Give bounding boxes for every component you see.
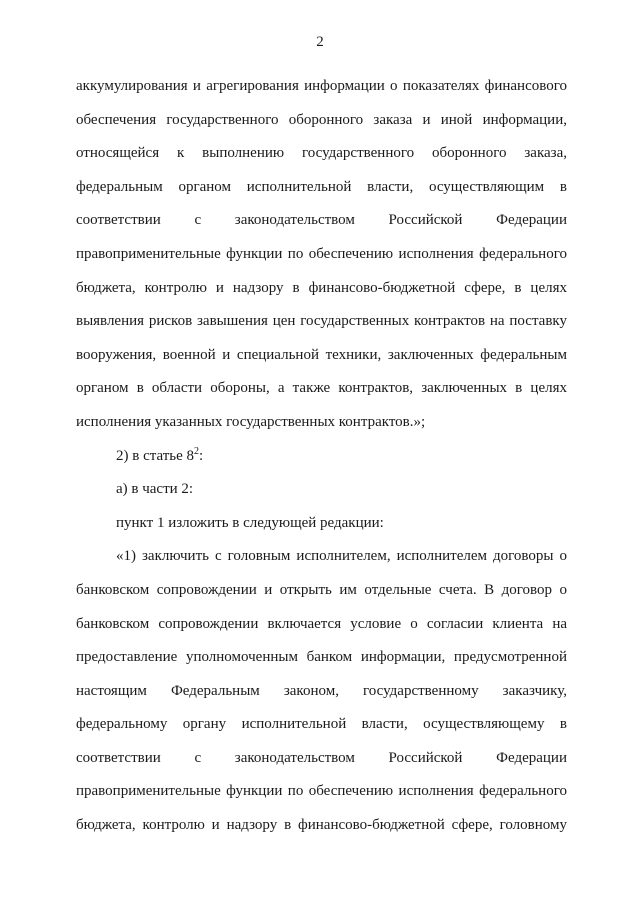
- document-body: [76, 70, 567, 843]
- text-line: правоприменительные функции по обеспечению исполнения федерального: [76, 783, 567, 800]
- text-line: предоставление уполномоченным банком информации, предусмотренной: [76, 649, 567, 666]
- article-suffix: :: [199, 447, 204, 464]
- text-line: банковском сопровождении и открыть им отдельные счета. В договор о: [76, 581, 567, 598]
- text-line: федеральному органу исполнительной власти, осуществляющему в: [76, 716, 567, 733]
- text-line: соответствии с законодательством Российской Федерации: [76, 212, 567, 229]
- text-line: [76, 440, 567, 474]
- text-line: исполнения указанных государственных контрактов.»;: [76, 413, 426, 430]
- text-line: соответствии с законодательством Российской Федерации: [76, 749, 567, 766]
- text-line: бюджета, контролю и надзору в финансово-бюджетной сфере, в целях: [76, 279, 567, 296]
- text-line: вооружения, военной и специальной техники, заключенных федеральным: [76, 346, 567, 363]
- text-line: относящейся к выполнению государственного оборонного заказа,: [76, 145, 567, 162]
- text-line: правоприменительные функции по обеспечению исполнения федерального: [76, 245, 567, 262]
- article-superscript: 2: [194, 445, 200, 457]
- text-line: настоящим Федеральным законом, государственному заказчику,: [76, 682, 567, 699]
- text-line: федеральным органом исполнительной власти, осуществляющим в: [76, 178, 567, 195]
- article-prefix: 2) в статье 8: [116, 447, 195, 464]
- paragraph-part-reference: [76, 473, 567, 507]
- paragraph-new-clause: [76, 540, 567, 842]
- paragraph-continuation: [76, 70, 567, 440]
- page-number: 2: [316, 34, 324, 50]
- paragraph-clause-instruction: [76, 507, 567, 541]
- text-line: органом в области обороны, а также контрактов, заключенных в целях: [76, 380, 567, 397]
- text-line: бюджета, контролю и надзору в финансово-бюджетной сфере, головному: [76, 817, 567, 834]
- text-line: «1) заключить с головным исполнителем, исполнителем договоры о: [116, 548, 567, 565]
- text-line: банковском сопровождении включается условие о согласии клиента на: [76, 615, 567, 632]
- text-line: аккумулирования и агрегирования информации о показателях финансового: [76, 78, 567, 94]
- text-line: выявления рисков завышения цен государственных контрактов на поставку: [76, 313, 567, 330]
- paragraph-article-reference: [76, 440, 567, 474]
- text-line: пункт 1 изложить в следующей редакции:: [116, 514, 384, 531]
- text-line: а) в части 2:: [116, 481, 194, 498]
- text-line: обеспечения государственного оборонного заказа и иной информации,: [76, 111, 567, 128]
